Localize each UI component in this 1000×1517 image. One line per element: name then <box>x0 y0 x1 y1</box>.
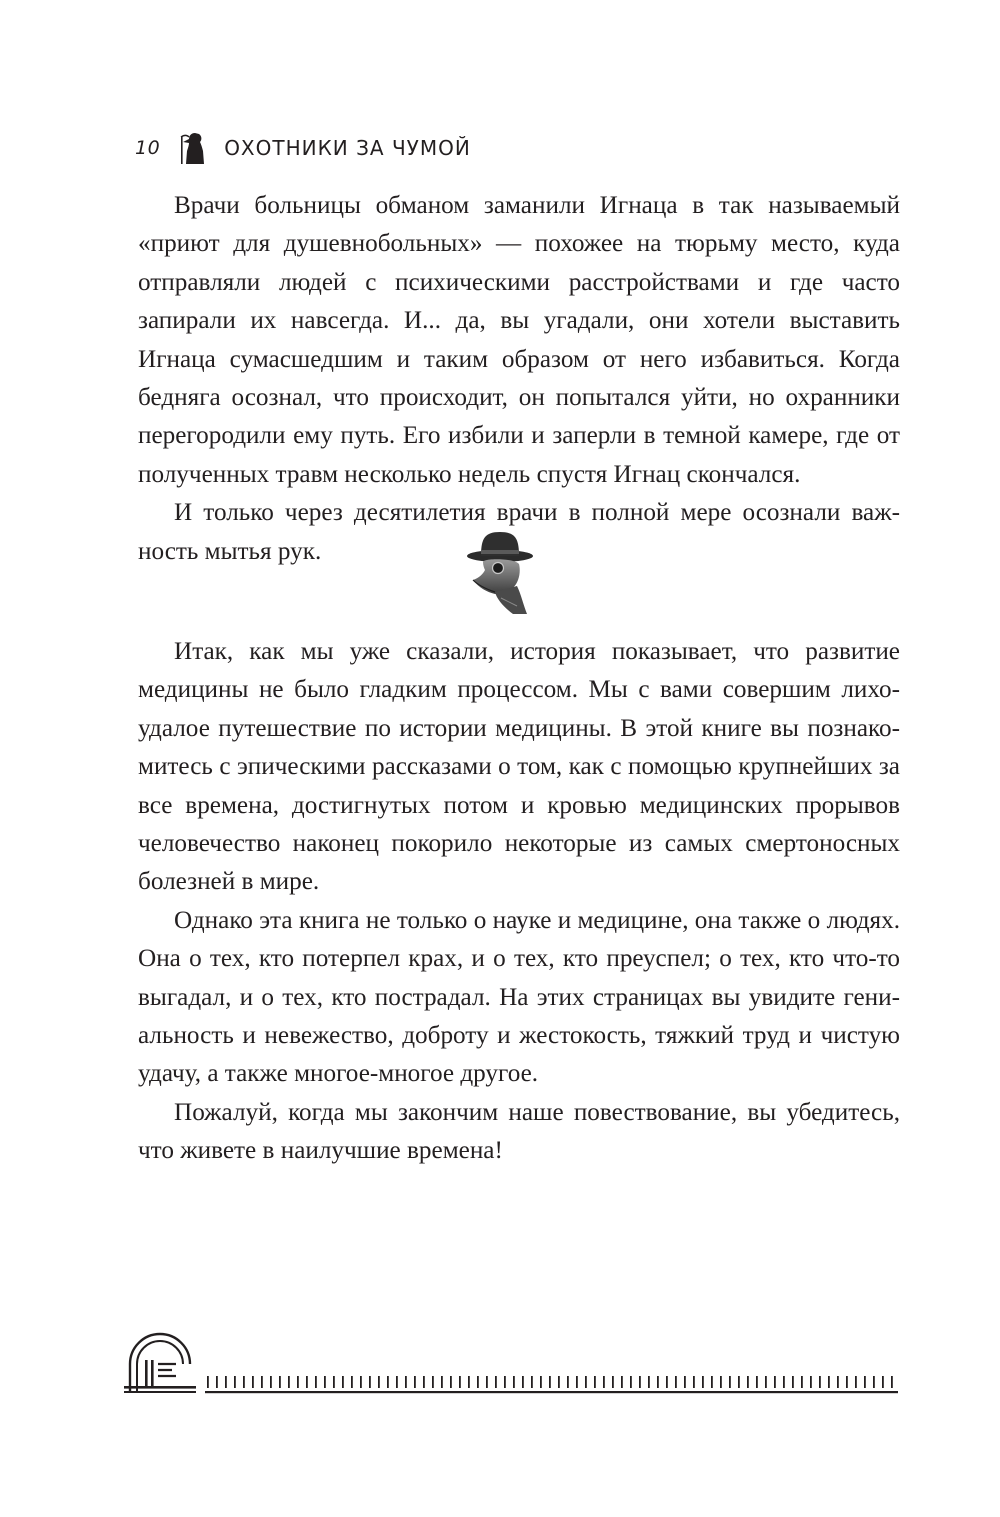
rule-tick <box>207 1376 209 1388</box>
rule-tick <box>747 1376 749 1388</box>
rule-tick <box>387 1376 389 1388</box>
rule-tick <box>414 1376 416 1388</box>
rule-tick <box>675 1376 677 1388</box>
rule-tick <box>342 1376 344 1388</box>
rule-tick <box>324 1376 326 1388</box>
rule-tick <box>513 1376 515 1388</box>
rule-tick <box>297 1376 299 1388</box>
rule-tick <box>216 1376 218 1388</box>
rule-tick <box>495 1376 497 1388</box>
text-block-1 <box>138 187 900 571</box>
rule-tick <box>648 1376 650 1388</box>
rule-tick <box>423 1376 425 1388</box>
rule-tick <box>846 1376 848 1388</box>
running-head <box>135 128 471 168</box>
rule-tick <box>756 1376 758 1388</box>
plague-doctor-silhouette-icon <box>180 131 210 165</box>
rule-tick <box>432 1376 434 1388</box>
rule-tick <box>288 1376 290 1388</box>
rule-tick <box>225 1376 227 1388</box>
rule-tick <box>351 1376 353 1388</box>
paragraph: И только через десятилетия врачи в полной мере осознали важность мытья рук. <box>138 499 900 565</box>
rule-tick <box>531 1376 533 1388</box>
rule-tick <box>315 1376 317 1388</box>
paragraph: Однако эта книга не только о науке и медицине, она также о людях. Она о тех, кто потерпел крах, и о тех, кто преуспел; о тех, кто что-то выгадал, и о тех, кто пострадал. На этих страницах вы увидите гениальность и невежество, доброту и жестокость, тяжкий труд и чистую удачу, а также многое-многое другое. <box>138 906 900 1088</box>
rule-tick <box>576 1376 578 1388</box>
rule-tick <box>612 1376 614 1388</box>
rule-tick <box>693 1376 695 1388</box>
rule-tick <box>522 1376 524 1388</box>
rule-tick <box>819 1376 821 1388</box>
rule-tick <box>477 1376 479 1388</box>
rule-tick <box>360 1376 362 1388</box>
rule-tick <box>450 1376 452 1388</box>
rule-tick <box>855 1376 857 1388</box>
page-number: 10 <box>135 137 161 159</box>
rule-tick <box>666 1376 668 1388</box>
rule-tick <box>603 1376 605 1388</box>
text-block-2 <box>138 633 900 1171</box>
rule-tick <box>504 1376 506 1388</box>
rule-tick <box>720 1376 722 1388</box>
rule-tick <box>567 1376 569 1388</box>
rule-tick <box>783 1376 785 1388</box>
rule-tick <box>540 1376 542 1388</box>
rule-tick <box>459 1376 461 1388</box>
rule-tick <box>711 1376 713 1388</box>
rule-tick <box>252 1376 254 1388</box>
publisher-logo-icon <box>120 1328 200 1396</box>
rule-tick <box>270 1376 272 1388</box>
rule-tick <box>765 1376 767 1388</box>
rule-tick <box>405 1376 407 1388</box>
rule-tick <box>837 1376 839 1388</box>
rule-tick <box>864 1376 866 1388</box>
running-title: ОХОТНИКИ ЗА ЧУМОЙ <box>224 136 471 160</box>
rule-tick <box>441 1376 443 1388</box>
rule-tick <box>594 1376 596 1388</box>
paragraph: Итак, как мы уже сказали, история показывает, что развитие медицины не было гладким процессом. Мы с вами совершим лихоудалое путешествие по истории медицины. В этой книге вы познакомитесь с эпическими рассказами о том, как с помощью крупнейших за все времена, достигнутых потом и кровью медицинских прорывов человечество наконец покорило некоторые из самых смертоносных болезней в мире. <box>138 638 900 896</box>
rule-tick <box>702 1376 704 1388</box>
rule-tick <box>486 1376 488 1388</box>
rule-tick <box>639 1376 641 1388</box>
rule-tick <box>774 1376 776 1388</box>
rule-tick <box>279 1376 281 1388</box>
rule-tick <box>792 1376 794 1388</box>
footer-tick-rule <box>205 1370 898 1394</box>
rule-tick <box>684 1376 686 1388</box>
rule-tick <box>549 1376 551 1388</box>
rule-tick <box>585 1376 587 1388</box>
rule-tick <box>873 1376 875 1388</box>
rule-tick <box>306 1376 308 1388</box>
rule-tick <box>378 1376 380 1388</box>
rule-tick <box>882 1376 884 1388</box>
rule-tick <box>234 1376 236 1388</box>
rule-tick <box>468 1376 470 1388</box>
paragraph: Врачи больницы обманом заманили Игнаца в так называемый «приют для душевнобольных» — похожее на тюрьму место, куда отправляли людей с психическими расстройствами и где часто запирали их навсегда. И... да, вы угадали, они хотели выставить Игнаца сумасшедшим и таким образом от него избавиться. Когда бедняга осознал, что происходит, он попытался уйти, но охранники перегородили ему путь. Его избили и заперли в темной камере, где от полученных травм несколько недель спустя Игнац скончался. <box>138 192 900 488</box>
paragraph: Пожалуй, когда мы закончим наше повествование, вы убедитесь, что живете в наилучшие времена! <box>138 1098 900 1165</box>
rule-tick <box>243 1376 245 1388</box>
rule-tick <box>369 1376 371 1388</box>
rule-tick <box>891 1376 893 1388</box>
rule-tick <box>801 1376 803 1388</box>
rule-tick <box>657 1376 659 1388</box>
plague-doctor-mask-icon <box>465 528 535 618</box>
rule-tick <box>738 1376 740 1388</box>
rule-tick <box>261 1376 263 1388</box>
rule-tick <box>558 1376 560 1388</box>
rule-tick <box>729 1376 731 1388</box>
rule-tick <box>810 1376 812 1388</box>
rule-tick <box>621 1376 623 1388</box>
rule-tick <box>396 1376 398 1388</box>
rule-tick <box>828 1376 830 1388</box>
rule-tick <box>630 1376 632 1388</box>
rule-tick <box>333 1376 335 1388</box>
